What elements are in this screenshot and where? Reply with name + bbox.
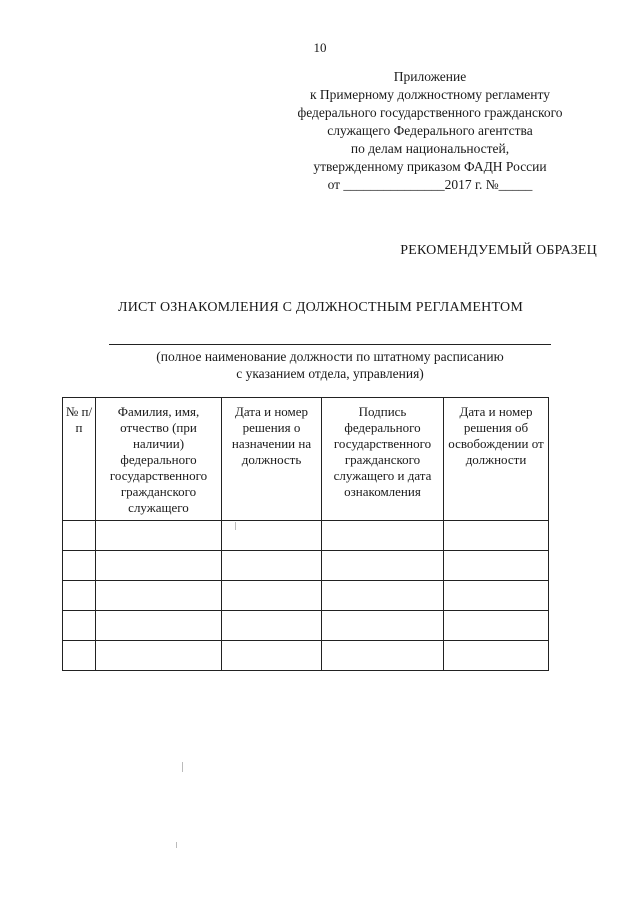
- table-cell: [63, 521, 96, 551]
- sample-label: РЕКОМЕНДУЕМЫЙ ОБРАЗЕЦ: [400, 243, 597, 258]
- acknowledgement-table: [62, 397, 549, 671]
- appendix-line: утвержденному приказом ФАДН России: [313, 159, 547, 174]
- table-cell: [96, 641, 222, 671]
- table-cell: [444, 641, 549, 671]
- appendix-block: [270, 68, 590, 194]
- appendix-line: Приложение: [393, 69, 467, 84]
- header-dismissal: Дата и номер решения об освобождении от должности: [444, 398, 549, 521]
- document-title: ЛИСТ ОЗНАКОМЛЕНИЯ С ДОЛЖНОСТНЫМ РЕГЛАМЕНТОМ: [118, 300, 524, 315]
- table-cell: [63, 581, 96, 611]
- header-signature: Подпись федерального государственного гражданского служащего и дата ознакомления: [322, 398, 444, 521]
- appendix-line: по делам национальностей,: [350, 141, 510, 156]
- table-body: [63, 521, 549, 671]
- table-cell: [444, 611, 549, 641]
- table-cell: [222, 551, 322, 581]
- table-cell: [96, 521, 222, 551]
- position-caption-line: (полное наименование должности по штатному расписанию: [156, 349, 504, 364]
- header-number: № п/п: [63, 398, 96, 521]
- position-fill-line: [109, 344, 551, 345]
- appendix-date-line: от _______________2017 г. №_____: [327, 177, 533, 192]
- table-cell: [96, 581, 222, 611]
- table-cell: [222, 581, 322, 611]
- table-cell: [63, 641, 96, 671]
- table-cell: [444, 551, 549, 581]
- appendix-line: федерального государственного гражданского: [297, 105, 563, 120]
- scan-mark: [235, 522, 236, 530]
- table-cell: [444, 521, 549, 551]
- appendix-line: к Примерному должностному регламенту: [310, 87, 550, 102]
- page-number: 10: [313, 40, 327, 55]
- table-cell: [222, 521, 322, 551]
- header-appointment: Дата и номер решения о назначении на должность: [222, 398, 322, 521]
- position-caption-line: с указанием отдела, управления): [236, 366, 424, 381]
- table-cell: [322, 521, 444, 551]
- table-cell: [322, 641, 444, 671]
- table-cell: [63, 551, 96, 581]
- table-cell: [96, 611, 222, 641]
- table-cell: [96, 551, 222, 581]
- table-cell: [222, 611, 322, 641]
- header-full-name: Фамилия, имя, отчество (при наличии) федерального государственного гражданского служащего: [96, 398, 222, 521]
- scan-mark: [182, 762, 183, 772]
- table-cell: [322, 581, 444, 611]
- table-cell: [63, 611, 96, 641]
- table-row: [63, 521, 549, 551]
- table-cell: [222, 641, 322, 671]
- table-header-row: [63, 398, 549, 521]
- table-row: [63, 551, 549, 581]
- table-row: [63, 641, 549, 671]
- table-cell: [322, 611, 444, 641]
- table-cell: [444, 581, 549, 611]
- table-cell: [322, 551, 444, 581]
- scan-mark: [176, 842, 177, 848]
- appendix-line: служащего Федерального агентства: [327, 123, 533, 138]
- position-caption: [109, 348, 551, 382]
- table-row: [63, 611, 549, 641]
- table-row: [63, 581, 549, 611]
